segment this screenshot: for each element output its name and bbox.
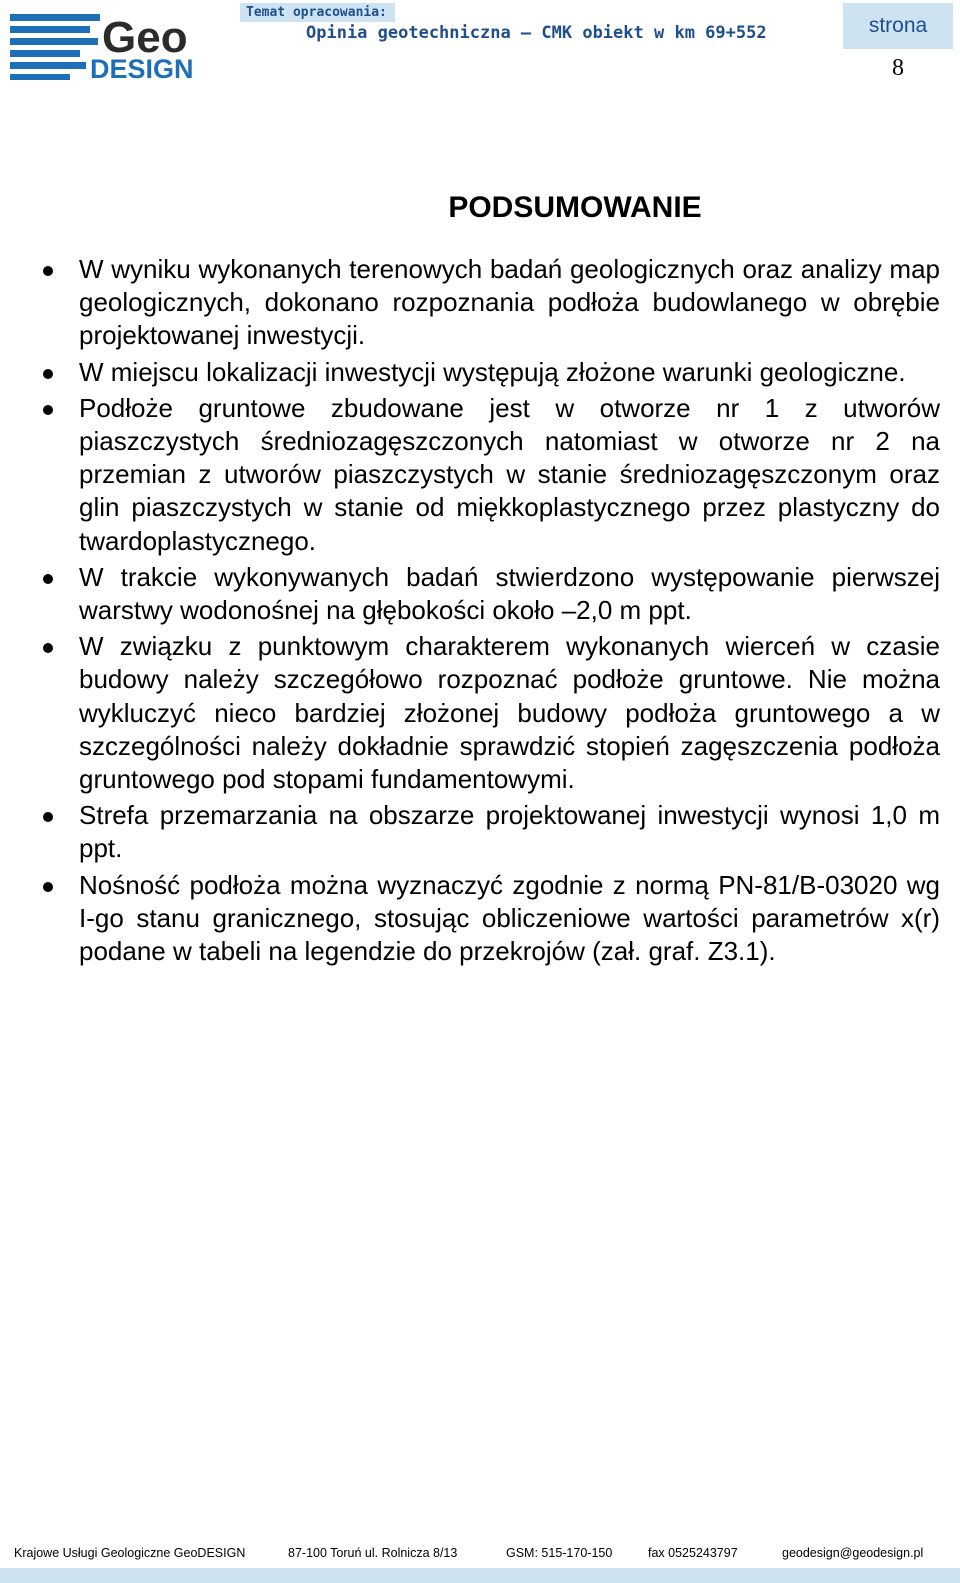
- bullet-dot-icon: [43, 369, 53, 379]
- footer-email[interactable]: geodesign@geodesign.pl: [782, 1546, 924, 1560]
- bullet-item: [38, 869, 940, 969]
- bullet-item: [38, 799, 940, 865]
- footer-gsm: GSM: 515-170-150: [506, 1546, 613, 1560]
- bullet-dot-icon: [43, 405, 53, 415]
- bullet-item: [38, 253, 940, 353]
- bullet-dot-icon: [43, 266, 53, 276]
- topic-title: Opinia geotechniczna – CMK obiekt w km 69+552: [306, 23, 767, 43]
- bullet-item: [38, 630, 940, 796]
- bullet-text: W wyniku wykonanych terenowych badań geologicznych oraz analizy map geologicznych, dokonano rozpoznania podłoża budowlanego w obrębie projektowanej inwestycji.: [79, 254, 940, 351]
- logo-stripes: [10, 14, 100, 80]
- summary-content: [38, 253, 940, 971]
- topic-label: Temat opracowania:: [240, 3, 395, 22]
- bullet-text: W trakcie wykonywanych badań stwierdzono występowanie pierwszej warstwy wodonośnej na głębokości około –2,0 m ppt.: [79, 561, 940, 626]
- bullet-text: Strefa przemarzania na obszarze projektowanej inwestycji wynosi 1,0 m ppt.: [79, 800, 940, 864]
- page-header: [0, 0, 960, 90]
- footer-band: [0, 1568, 960, 1583]
- footer-fax: fax 0525243797: [648, 1546, 738, 1560]
- logo-text-geo: Geo: [102, 13, 188, 62]
- bullet-dot-icon: [43, 882, 53, 892]
- bullet-text: Podłoże gruntowe zbudowane jest w otworze nr 1 z utworów piaszczystych średniozagęszczonych natomiast w otworze nr 2 na przemian z utworów piaszczystych w stanie średniozagęszczonym oraz glin piaszczystych w stanie od miękkoplastycznego przez plastyczny do twardoplastycznego.: [79, 392, 940, 556]
- logo-text-design: DESIGN: [90, 54, 194, 82]
- bullet-item: [38, 561, 940, 627]
- bullet-item: [38, 356, 940, 389]
- bullet-dot-icon: [43, 574, 53, 584]
- section-heading: PODSUMOWANIE: [448, 191, 702, 224]
- summary-bullet-list: [38, 253, 940, 968]
- footer-company: Krajowe Usługi Geologiczne GeoDESIGN: [14, 1546, 246, 1560]
- bullet-dot-icon: [43, 812, 53, 822]
- page-number: 8: [892, 55, 904, 81]
- page-label: strona: [843, 3, 953, 49]
- bullet-text: Nośność podłoża można wyznaczyć zgodnie z normą PN-81/B-03020 wg I-go stanu granicznego, stosując obliczeniowe wartości parametrów x(r) podane w tabeli na legendzie do przekrojów (zał. graf. Z3.1).: [79, 869, 940, 967]
- bullet-text: W miejscu lokalizacji inwestycji występują złożone warunki geologiczne.: [79, 356, 906, 387]
- bullet-text: W związku z punktowym charakterem wykonanych wierceń w czasie budowy należy szczegółowo rozpoznać podłoże gruntowe. Nie można wykluczyć nieco bardziej złożonej budowy podłoża gruntowego a w szczególności należy dokładnie sprawdzić stopień zagęszczenia podłoża gruntowego pod stopami fundamentowymi.: [79, 631, 940, 795]
- bullet-dot-icon: [43, 643, 53, 653]
- geodesign-logo: [10, 12, 230, 82]
- bullet-item: [38, 392, 940, 558]
- page-footer: [0, 1538, 960, 1568]
- footer-address: 87-100 Toruń ul. Rolnicza 8/13: [288, 1546, 458, 1560]
